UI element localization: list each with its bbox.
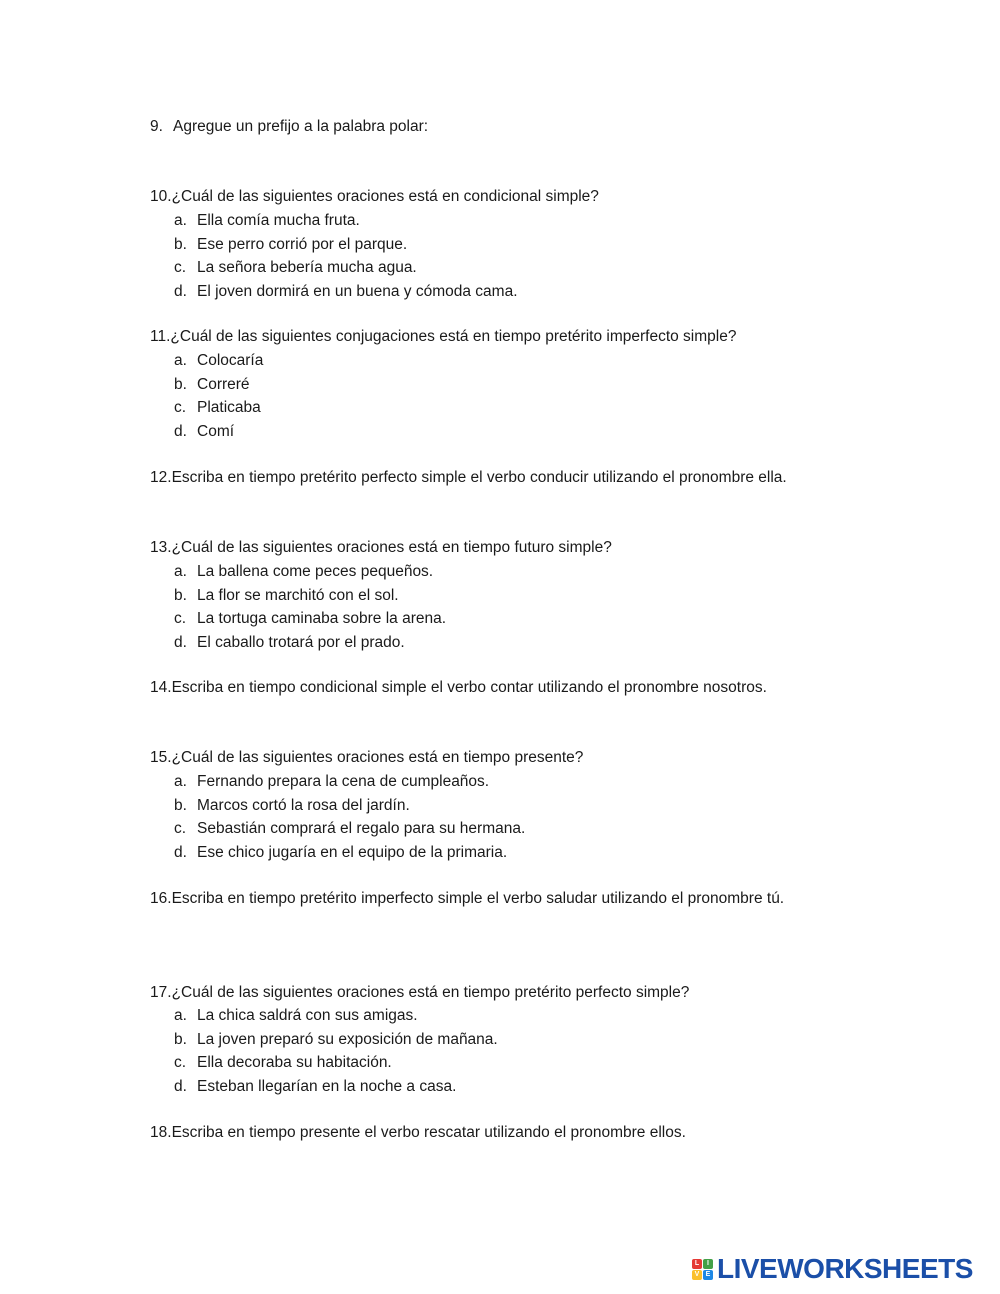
question-18 [150,1122,686,1144]
question-number: 9. [150,118,163,135]
question-11-options [174,349,263,443]
option-a[interactable]: a. Colocaría [174,352,264,369]
option-d[interactable]: d. Ese chico jugaría en el equipo de la primaria. [174,843,508,861]
logo-letter-l: L [692,1259,702,1269]
question-13-options [174,560,446,654]
question-number: 11. [150,328,171,345]
question-12 [150,467,787,489]
option-c[interactable]: c. La tortuga caminaba sobre la arena. [174,610,447,627]
question-10 [150,186,599,208]
logo-letter-v: V [692,1270,702,1280]
option-a[interactable]: a. La ballena come peces pequeños. [174,563,434,580]
question-16 [150,888,784,910]
option-a[interactable]: a. Ella comía mucha fruta. [174,212,360,229]
option-d[interactable]: d. Comí [174,422,235,440]
option-b[interactable]: b. Ese perro corrió por el parque. [174,235,408,253]
brand-name: LIVEWORKSHEETS [717,1253,973,1284]
option-a[interactable]: a. Fernando prepara la cena de cumpleaños. [174,773,490,790]
question-15-options [174,770,525,864]
option-d[interactable]: d. El joven dormirá en un buena y cómoda cama. [174,282,518,300]
option-b[interactable]: b. Correré [174,375,250,393]
question-text: ¿Cuál de las siguientes oraciones está en tiempo pretérito perfecto simple? [171,984,690,1001]
question-text: ¿Cuál de las siguientes oraciones está en condicional simple? [171,188,599,205]
question-9 [150,116,428,138]
question-number: 15. [150,749,172,766]
liveworksheets-logo [692,1254,973,1284]
option-b[interactable]: b. La joven preparó su exposición de mañana. [174,1030,498,1048]
question-text: Escriba en tiempo presente el verbo rescatar utilizando el pronombre ellos. [171,1124,686,1141]
option-c[interactable]: c. Sebastián comprará el regalo para su hermana. [174,820,526,837]
question-text: Escriba en tiempo condicional simple el verbo contar utilizando el pronombre nosotros. [171,679,767,696]
question-17 [150,982,689,1004]
question-number: 17. [150,984,172,1001]
question-text: ¿Cuál de las siguientes oraciones está en tiempo presente? [171,749,584,766]
question-number: 16. [150,890,172,907]
question-17-options [174,1004,498,1098]
question-number: 12. [150,469,172,486]
option-d[interactable]: d. El caballo trotará por el prado. [174,633,405,651]
question-14 [150,677,767,699]
question-10-options [174,209,518,303]
option-b[interactable]: b. Marcos cortó la rosa del jardín. [174,796,410,814]
question-number: 18. [150,1124,172,1141]
logo-icon [692,1259,713,1280]
question-text: Agregue un prefijo a la palabra polar: [173,118,429,135]
question-15 [150,747,583,769]
question-number: 10. [150,188,172,205]
option-a[interactable]: a. La chica saldrá con sus amigas. [174,1007,418,1024]
logo-letter-e: E [703,1270,713,1280]
question-text: Escriba en tiempo pretérito perfecto simple el verbo conducir utilizando el pronombre ella. [171,469,787,486]
option-d[interactable]: d. Esteban llegarían en la noche a casa. [174,1077,457,1095]
option-b[interactable]: b. La flor se marchitó con el sol. [174,586,399,604]
question-13 [150,537,612,559]
question-text: ¿Cuál de las siguientes conjugaciones está en tiempo pretérito imperfecto simple? [170,328,737,345]
option-c[interactable]: c. La señora bebería mucha agua. [174,259,417,276]
question-text: Escriba en tiempo pretérito imperfecto simple el verbo saludar utilizando el pronombre tú. [171,890,785,907]
question-number: 13. [150,539,172,556]
option-c[interactable]: c. Platicaba [174,399,261,416]
logo-letter-i: I [703,1259,713,1269]
question-11 [150,326,736,348]
question-number: 14. [150,679,172,696]
question-text: ¿Cuál de las siguientes oraciones está en tiempo futuro simple? [171,539,612,556]
option-c[interactable]: c. Ella decoraba su habitación. [174,1054,392,1071]
